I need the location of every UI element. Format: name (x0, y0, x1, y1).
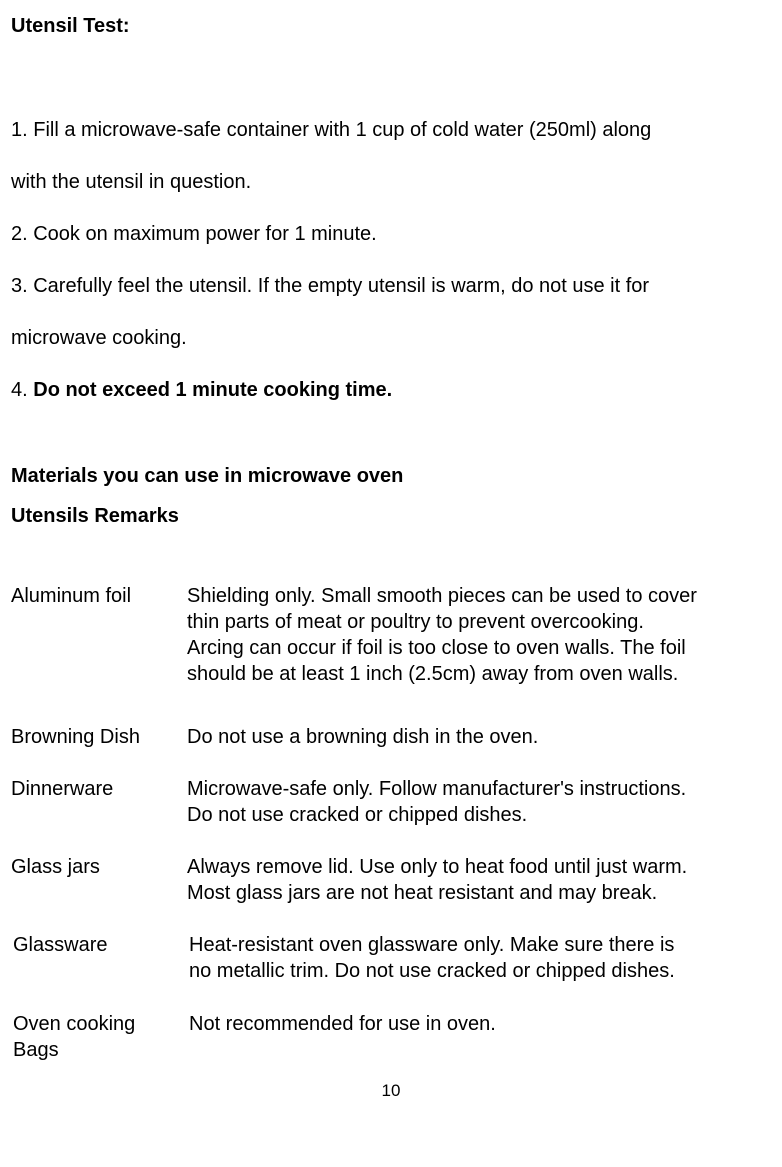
remark-line: no metallic trim. Do not use cracked or chipped dishes. (189, 960, 675, 982)
utensil-remark (189, 932, 779, 984)
utensil-name: Glass jars (11, 856, 100, 878)
table-heading: Utensils Remarks (11, 505, 179, 527)
step-1-line-2: with the utensil in question. (11, 171, 252, 193)
utensil-remark (187, 776, 777, 828)
remark-line: Microwave-safe only. Follow manufacturer's instructions. (187, 778, 687, 800)
step-4-prefix: 4. (11, 379, 34, 401)
utensil-name: Aluminum foil (11, 585, 132, 607)
remark-line: should be at least 1 inch (2.5cm) away from oven walls. (187, 663, 679, 685)
utensil-remark (187, 854, 777, 906)
step-2: 2. Cook on maximum power for 1 minute. (11, 223, 377, 245)
utensil-remark (187, 724, 777, 750)
remark-line: Not recommended for use in oven. (189, 1013, 496, 1035)
remark-line: Arcing can occur if foil is too close to oven walls. The foil (187, 637, 686, 659)
step-4 (11, 378, 392, 402)
materials-heading: Materials you can use in microwave oven (11, 465, 404, 487)
utensil-remark (189, 1011, 779, 1037)
page-number: 10 (381, 1081, 401, 1100)
remark-line: Heat-resistant oven glassware only. Make sure there is (189, 934, 675, 956)
section-title: Utensil Test: (11, 15, 130, 37)
remark-line: Most glass jars are not heat resistant and may break. (187, 882, 658, 904)
utensil-remark (187, 583, 777, 687)
step-3-line-2: microwave cooking. (11, 327, 187, 349)
step-1-line-1: 1. Fill a microwave-safe container with 1 cup of cold water (250ml) along (11, 119, 652, 141)
utensil-name: Browning Dish (11, 726, 140, 748)
remark-line: Do not use a browning dish in the oven. (187, 726, 539, 748)
utensil-name: Oven cooking Bags (13, 1013, 136, 1061)
utensil-name: Glassware (13, 934, 108, 956)
remark-line: Do not use cracked or chipped dishes. (187, 804, 528, 826)
remark-line: Shielding only. Small smooth pieces can be used to cover (187, 585, 697, 607)
step-3-line-1: 3. Carefully feel the utensil. If the empty utensil is warm, do not use it for (11, 275, 650, 297)
remark-line: thin parts of meat or poultry to prevent overcooking. (187, 611, 644, 633)
remark-line: Always remove lid. Use only to heat food until just warm. (187, 856, 688, 878)
utensil-name: Dinnerware (11, 778, 114, 800)
step-4-warning: Do not exceed 1 minute cooking time. (33, 379, 393, 401)
